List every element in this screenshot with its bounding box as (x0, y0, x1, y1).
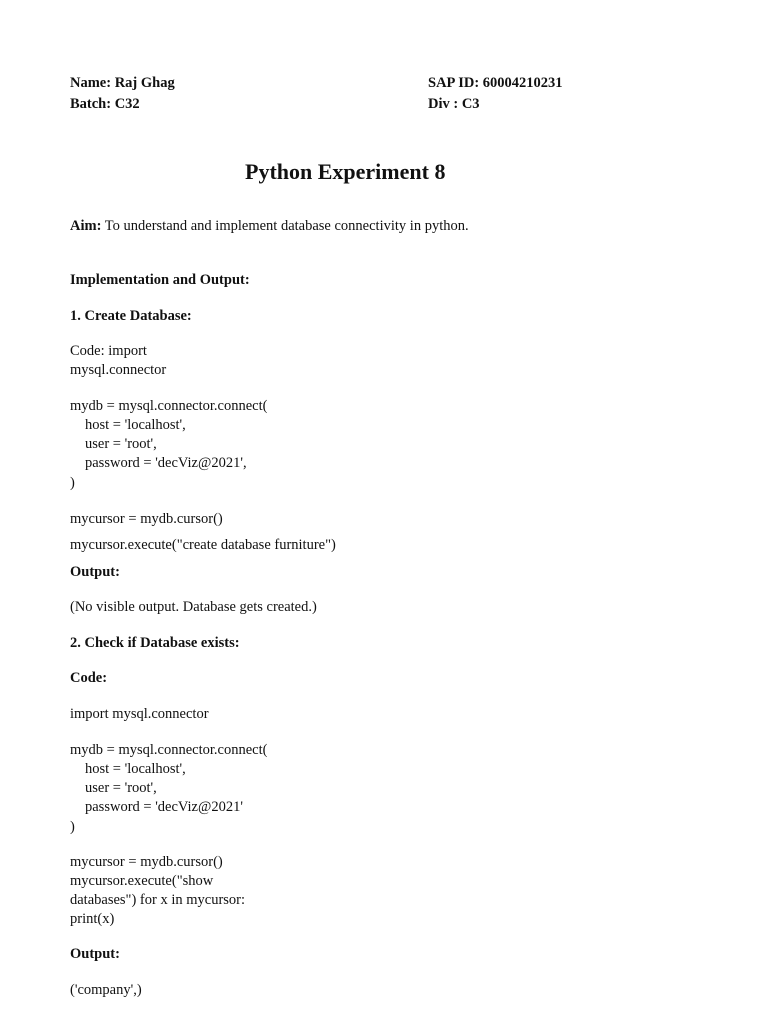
section2-code-label: Code: (70, 670, 108, 686)
document-title: Python Experiment 8 (245, 159, 446, 184)
code-line: mycursor = mydb.cursor() (70, 511, 223, 527)
code-line: Code: import (70, 343, 147, 359)
code-line: host = 'localhost', (85, 761, 186, 777)
section1-heading: 1. Create Database: (70, 308, 192, 324)
student-name: Name: Raj Ghag (70, 75, 175, 91)
section1-output-label: Output: (70, 564, 120, 580)
code-line: print(x) (70, 911, 115, 927)
section2-output-text: ('company',) (70, 982, 142, 998)
section2-output-label: Output: (70, 946, 120, 962)
code-line: mydb = mysql.connector.connect( (70, 398, 268, 414)
section1-output-text: (No visible output. Database gets created.) (70, 599, 317, 615)
code-line: import mysql.connector (70, 706, 209, 722)
code-line: password = 'decViz@2021', (85, 455, 247, 471)
code-line: ) (70, 819, 75, 835)
aim-label: Aim: (70, 218, 102, 234)
code-line: user = 'root', (85, 780, 157, 796)
code-line: password = 'decViz@2021' (85, 799, 243, 815)
code-line: mysql.connector (70, 362, 167, 378)
code-line: mycursor = mydb.cursor() (70, 854, 223, 870)
code-line: host = 'localhost', (85, 417, 186, 433)
aim-text: To understand and implement database connectivity in python. (101, 218, 469, 234)
code-line: databases") for x in mycursor: (70, 892, 246, 908)
code-line: user = 'root', (85, 436, 157, 452)
student-batch: Batch: C32 (70, 96, 140, 112)
division: Div : C3 (428, 96, 480, 112)
code-line: ) (70, 475, 75, 491)
aim-line (70, 217, 469, 236)
sap-id: SAP ID: 60004210231 (428, 75, 563, 91)
section2-heading: 2. Check if Database exists: (70, 635, 240, 651)
code-line: mycursor.execute("show (70, 873, 214, 889)
implementation-heading: Implementation and Output: (70, 272, 250, 288)
code-line: mydb = mysql.connector.connect( (70, 742, 268, 758)
code-line: mycursor.execute("create database furniture") (70, 537, 336, 553)
